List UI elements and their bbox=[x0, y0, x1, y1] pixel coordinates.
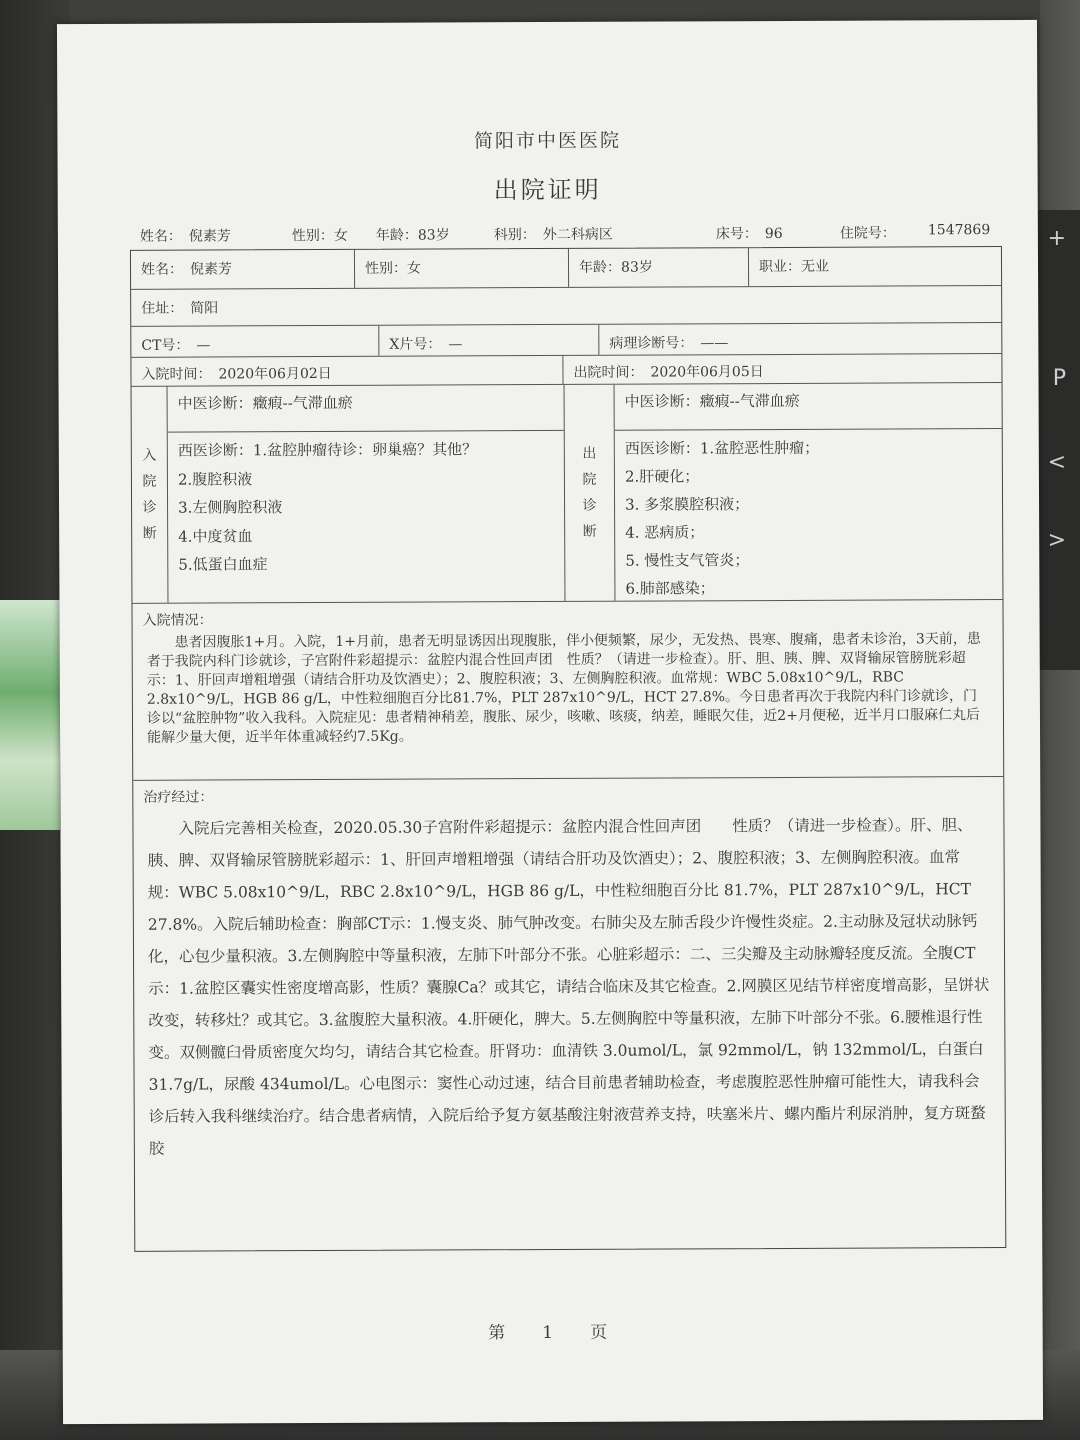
side-char: 院 bbox=[142, 473, 157, 490]
admission-tcm-diagnosis: 中医诊断：癥瘕--气滞血瘀 bbox=[168, 385, 564, 433]
info-admit-time: 入院时间： 2020年06月02日 bbox=[131, 356, 563, 386]
info-gender: 性别：女 bbox=[355, 249, 569, 288]
info-occupation: 职业：无业 bbox=[758, 258, 830, 276]
admission-western-item: 西医诊断：1.盆腔肿瘤待诊：卵巢癌？其他？ bbox=[177, 440, 478, 460]
discharge-western-item: 3. 多浆膜腔积液； bbox=[625, 495, 750, 514]
header-department: 科别： 外二科病区 bbox=[493, 226, 613, 244]
side-char: 断 bbox=[142, 525, 157, 542]
background-green-card bbox=[0, 600, 60, 830]
header-admission-no-label: 住院号： bbox=[839, 225, 896, 242]
admission-diagnosis-side-label bbox=[132, 387, 169, 603]
admission-western-diagnosis bbox=[168, 431, 565, 603]
info-row-dates bbox=[131, 354, 1001, 387]
discharge-tcm-diagnosis: 中医诊断：癥瘕--气滞血瘀 bbox=[615, 383, 1002, 431]
discharge-diagnosis-side-label bbox=[565, 385, 616, 601]
admission-status-section bbox=[132, 600, 1003, 781]
info-table bbox=[130, 246, 1006, 1252]
admission-western-item: 3.左侧胸腔积液 bbox=[178, 498, 283, 517]
info-row-address bbox=[131, 286, 1001, 327]
page-number: 第 1 页 bbox=[488, 1322, 618, 1344]
admission-western-item: 4.中度贫血 bbox=[178, 526, 253, 546]
info-ct-no: CT号： — bbox=[131, 326, 379, 357]
side-char: 院 bbox=[582, 471, 597, 488]
hospital-name: 简阳市中医医院 bbox=[473, 129, 622, 153]
treatment-label: 治疗经过： bbox=[143, 789, 214, 806]
side-char: 出 bbox=[582, 445, 597, 462]
side-char: 诊 bbox=[582, 497, 597, 514]
discharge-diagnosis bbox=[615, 383, 1003, 601]
key-left: < bbox=[1047, 450, 1066, 475]
header-name: 姓名： 倪素芳 bbox=[139, 228, 231, 245]
header-admission-no: 1547869 bbox=[927, 222, 991, 239]
treatment-text: 入院后完善相关检查，2020.05.30子宫附件彩超提示：盆腔内混合性回声团 性质？（请进一步检查）。肝、胆、胰、脾、双肾输尿管膀胱彩超示：1、肝回声增粗增强（请结合肝功及饮酒史）；2、腹腔积液；3、左侧胸腔积液。血常规：WBC 5.08x10^9/L，RBC 2.8x10^9/L，HGB 86 g/L，中性粒细胞百分比 81.7%，PLT 287x10^9/L，HCT 27.8%。入院后辅助检查：胸部CT示：1.慢支炎、肺气肿改变。右肺尖及左肺舌段少许慢性炎症。2.主动脉及冠状动脉钙化，心包少量积液。3.左侧胸腔中等量积液，左肺下叶部分不张。心脏彩超示：二、三尖瓣及主动脉瓣轻度反流。全腹CT示：1.盆腔区囊实性密度增高影，性质？囊腺Ca？或其它，请结合临床及其它检查。2.网膜区见结节样密度增高影，呈饼状改变，转移灶？或其它。3.盆腹腔大量积液。4.肝硬化，脾大。5.左侧胸腔中等量积液，左肺下叶部分不张。6.腰椎退行性变。双侧髋臼骨质密度欠均匀，请结合其它检查。肝肾功：血清铁 3.0umol/L，氯 92mmol/L，钠 132mmol/L，白蛋白 31.7g/L，尿酸 434umol/L。心电图示：窦性心动过速，结合目前患者辅助检查，考虑腹腔恶性肿瘤可能性大，请我科会诊后转入我科继续治疗。结合患者病情，入院后给予复方氨基酸注射液营养支持，呋塞米片、螺内酯片利尿消肿，复方斑蝥胶 bbox=[147, 816, 990, 1158]
document-title: 出院证明 bbox=[493, 175, 602, 205]
discharge-western-item: 5. 慢性支气管炎； bbox=[625, 551, 750, 570]
header-gender: 性别：女 bbox=[291, 227, 348, 245]
admission-diagnosis bbox=[168, 385, 565, 603]
side-char: 入 bbox=[142, 447, 157, 464]
discharge-certificate-page bbox=[57, 20, 1043, 1424]
discharge-western-item: 4. 恶病质； bbox=[625, 523, 705, 542]
info-discharge-time: 出院时间： 2020年06月05日 bbox=[573, 364, 764, 381]
info-address: 住址： 简阳 bbox=[141, 300, 219, 317]
header-age: 年龄：83岁 bbox=[375, 227, 450, 244]
info-age: 年龄：83岁 bbox=[569, 248, 749, 287]
discharge-western-item: 2.肝硬化； bbox=[624, 467, 700, 486]
info-row-basic bbox=[131, 247, 1001, 290]
key-p: P bbox=[1052, 366, 1066, 391]
side-char: 断 bbox=[582, 523, 597, 540]
discharge-western-item: 6.肺部感染； bbox=[625, 579, 715, 598]
info-xray-no: X片号： — bbox=[379, 325, 599, 356]
discharge-western-item: 西医诊断：1.盆腔恶性肿瘤； bbox=[624, 438, 820, 458]
treatment-section bbox=[133, 777, 1005, 1251]
admission-status-label: 入院情况： bbox=[142, 612, 213, 629]
admission-western-item: 2.腹腔积液 bbox=[177, 469, 253, 489]
info-pathology-no: 病理诊断号： —— bbox=[609, 335, 729, 352]
info-row-numbers bbox=[131, 323, 1001, 358]
discharge-western-diagnosis bbox=[615, 429, 1003, 601]
header-bed: 床号： 96 bbox=[715, 225, 783, 243]
info-name: 姓名： 倪素芳 bbox=[131, 250, 355, 289]
admission-western-item: 5.低蛋白血症 bbox=[178, 555, 268, 574]
admission-status-text: 患者因腹胀1+月。入院，1+月前，患者无明显诱因出现腹胀，伴小便频繁，尿少，无发热、畏寒、腹痛，患者未诊治，3天前，患者于我院内科门诊就诊，子宫附件彩超提示：盆腔内混合性回声团 性质？（请进一步检查）。肝、胆、胰、脾、双肾输尿管膀胱彩超示：1、肝回声增粗增强（请结合肝功及饮酒史）；2、腹腔积液；3、左侧胸腔积液。血常规：WBC 5.08x10^9/L，RBC 2.8x10^9/L，HGB 86 g/L，中性粒细胞百分比81.7%，PLT 287x10^9/L，HCT 27.8%。今日患者再次于我院内科门诊就诊，门诊以“盆腔肿物”收入我科。入院症见：患者精神稍差，腹胀、尿少，咳嗽、咳痰，纳差，睡眠欠佳，近2+月便秘，近半月口服麻仁丸后能解少量大便，近半年体重减轻约7.5Kg。 bbox=[146, 631, 981, 746]
diagnosis-block bbox=[132, 383, 1003, 604]
key-plus: + bbox=[1047, 226, 1066, 251]
key-right: > bbox=[1047, 528, 1066, 553]
side-char: 诊 bbox=[142, 499, 157, 516]
